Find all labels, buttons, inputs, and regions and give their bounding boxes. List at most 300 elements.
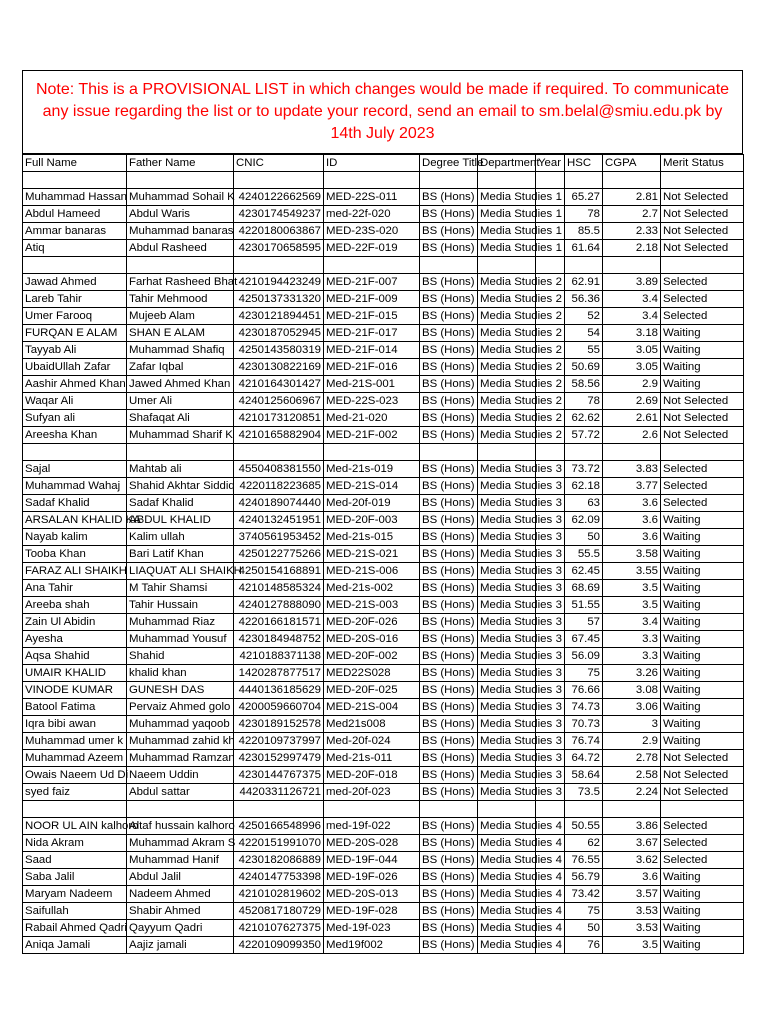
cell-degree-title: BS (Hons) bbox=[420, 563, 478, 580]
cell-degree-title: BS (Hons) bbox=[420, 580, 478, 597]
cell-father-name: Shahid bbox=[127, 648, 234, 665]
cell-degree-title: BS (Hons) bbox=[420, 716, 478, 733]
cell-full-name: NOOR UL AIN kalhoro bbox=[23, 818, 127, 835]
cell-hsc: 73.72 bbox=[565, 461, 603, 478]
cell-department: Media Studies bbox=[478, 818, 536, 835]
cell-father-name: ABDUL KHALID bbox=[127, 512, 234, 529]
cell-cgpa: 2.7 bbox=[603, 206, 661, 223]
cell-merit-status: Selected bbox=[661, 308, 744, 325]
cell-cnic: 4210165882904 bbox=[234, 427, 324, 444]
cell-department: Media Studies bbox=[478, 478, 536, 495]
cell-full-name: ARSALAN KHALID KA bbox=[23, 512, 127, 529]
cell-merit-status: Waiting bbox=[661, 342, 744, 359]
cell-degree-title: BS (Hons) bbox=[420, 886, 478, 903]
blank-row bbox=[23, 444, 744, 461]
table-row bbox=[23, 206, 744, 223]
cell-id: MED-21F-017 bbox=[324, 325, 420, 342]
cell-department: Media Studies bbox=[478, 495, 536, 512]
table-row bbox=[23, 767, 744, 784]
cell-cnic: 4210148585324 bbox=[234, 580, 324, 597]
cell-hsc: 50.55 bbox=[565, 818, 603, 835]
cell-cnic: 4210107627375 bbox=[234, 920, 324, 937]
cell-hsc: 55 bbox=[565, 342, 603, 359]
cell-department: Media Studies bbox=[478, 580, 536, 597]
cell-cgpa: 2.33 bbox=[603, 223, 661, 240]
cell-merit-status: Not Selected bbox=[661, 784, 744, 801]
cell-full-name: Ana Tahir bbox=[23, 580, 127, 597]
cell-father-name: Bari Latif Khan bbox=[127, 546, 234, 563]
table-row bbox=[23, 886, 744, 903]
table-row bbox=[23, 461, 744, 478]
cell-year: 4 bbox=[536, 818, 565, 835]
cell-father-name: Muhammad yaqoob bbox=[127, 716, 234, 733]
table-row bbox=[23, 376, 744, 393]
cell-id: med-19f-022 bbox=[324, 818, 420, 835]
cell-degree-title: BS (Hons) bbox=[420, 767, 478, 784]
cell-year: 3 bbox=[536, 478, 565, 495]
cell-degree-title: BS (Hons) bbox=[420, 869, 478, 886]
cell-hsc: 62.45 bbox=[565, 563, 603, 580]
cell-cgpa: 3.6 bbox=[603, 529, 661, 546]
cell-merit-status: Waiting bbox=[661, 529, 744, 546]
table-row bbox=[23, 427, 744, 444]
cell-id: MED-22S-023 bbox=[324, 393, 420, 410]
cell-full-name: Muhammad umer k bbox=[23, 733, 127, 750]
cell-cgpa: 2.58 bbox=[603, 767, 661, 784]
cell-id: Med-21S-001 bbox=[324, 376, 420, 393]
cell-full-name: Sadaf Khalid bbox=[23, 495, 127, 512]
blank-cell bbox=[478, 444, 536, 461]
cell-year: 2 bbox=[536, 393, 565, 410]
table-row bbox=[23, 665, 744, 682]
cell-cgpa: 3.4 bbox=[603, 291, 661, 308]
table-row bbox=[23, 223, 744, 240]
cell-father-name: Muhammad Ramzan bbox=[127, 750, 234, 767]
blank-row bbox=[23, 801, 744, 818]
cell-hsc: 68.69 bbox=[565, 580, 603, 597]
cell-year: 3 bbox=[536, 529, 565, 546]
cell-father-name: Pervaiz Ahmed golo bbox=[127, 699, 234, 716]
header-row bbox=[23, 155, 744, 172]
cell-full-name: Abdul Hameed bbox=[23, 206, 127, 223]
cell-cgpa: 2.6 bbox=[603, 427, 661, 444]
table-row bbox=[23, 699, 744, 716]
cell-father-name: Naeem Uddin bbox=[127, 767, 234, 784]
cell-father-name: Qayyum Qadri bbox=[127, 920, 234, 937]
cell-department: Media Studies bbox=[478, 563, 536, 580]
cell-hsc: 50 bbox=[565, 920, 603, 937]
cell-id: MED-20S-028 bbox=[324, 835, 420, 852]
table-row bbox=[23, 869, 744, 886]
spreadsheet bbox=[22, 70, 743, 954]
cell-cnic: 4240132451951 bbox=[234, 512, 324, 529]
cell-merit-status: Waiting bbox=[661, 903, 744, 920]
cell-full-name: Waqar Ali bbox=[23, 393, 127, 410]
cell-hsc: 50 bbox=[565, 529, 603, 546]
cell-hsc: 73.5 bbox=[565, 784, 603, 801]
table-row bbox=[23, 597, 744, 614]
table-row bbox=[23, 852, 744, 869]
cell-father-name: Muhammad Sohail K bbox=[127, 189, 234, 206]
cell-full-name: Batool Fatima bbox=[23, 699, 127, 716]
cell-hsc: 62.62 bbox=[565, 410, 603, 427]
cell-degree-title: BS (Hons) bbox=[420, 189, 478, 206]
cell-degree-title: BS (Hons) bbox=[420, 376, 478, 393]
cell-degree-title: BS (Hons) bbox=[420, 903, 478, 920]
cell-cnic: 4250122775266 bbox=[234, 546, 324, 563]
cell-year: 3 bbox=[536, 512, 565, 529]
cell-degree-title: BS (Hons) bbox=[420, 835, 478, 852]
cell-id: Med-21s-015 bbox=[324, 529, 420, 546]
cell-merit-status: Selected bbox=[661, 461, 744, 478]
cell-cgpa: 3.05 bbox=[603, 342, 661, 359]
cell-degree-title: BS (Hons) bbox=[420, 529, 478, 546]
cell-cnic: 4250154168891 bbox=[234, 563, 324, 580]
cell-degree-title: BS (Hons) bbox=[420, 359, 478, 376]
cell-father-name: Mahtab ali bbox=[127, 461, 234, 478]
cell-merit-status: Waiting bbox=[661, 580, 744, 597]
merit-table bbox=[22, 154, 744, 954]
cell-full-name: Saifullah bbox=[23, 903, 127, 920]
blank-cell bbox=[234, 172, 324, 189]
cell-department: Media Studies bbox=[478, 189, 536, 206]
cell-year: 3 bbox=[536, 733, 565, 750]
cell-cnic: 4240189074440 bbox=[234, 495, 324, 512]
cell-id: med-22f-020 bbox=[324, 206, 420, 223]
blank-cell bbox=[324, 444, 420, 461]
cell-id: MED-19F-026 bbox=[324, 869, 420, 886]
cell-full-name: Lareb Tahir bbox=[23, 291, 127, 308]
cell-full-name: Maryam Nadeem bbox=[23, 886, 127, 903]
cell-hsc: 75 bbox=[565, 665, 603, 682]
cell-id: MED-21S-014 bbox=[324, 478, 420, 495]
cell-year: 3 bbox=[536, 631, 565, 648]
cell-merit-status: Selected bbox=[661, 495, 744, 512]
cell-full-name: Jawad Ahmed bbox=[23, 274, 127, 291]
cell-merit-status: Not Selected bbox=[661, 189, 744, 206]
cell-department: Media Studies bbox=[478, 665, 536, 682]
cell-id: MED-20S-013 bbox=[324, 886, 420, 903]
cell-degree-title: BS (Hons) bbox=[420, 750, 478, 767]
blank-row bbox=[23, 172, 744, 189]
blank-cell bbox=[661, 801, 744, 818]
cell-merit-status: Selected bbox=[661, 818, 744, 835]
cell-cnic: 4220180063867 bbox=[234, 223, 324, 240]
cell-father-name: Shahid Akhtar Siddiq bbox=[127, 478, 234, 495]
cell-father-name: Abdul Waris bbox=[127, 206, 234, 223]
cell-cnic: 4230121894451 bbox=[234, 308, 324, 325]
cell-father-name: Jawed Ahmed Khan bbox=[127, 376, 234, 393]
cell-department: Media Studies bbox=[478, 410, 536, 427]
table-row bbox=[23, 512, 744, 529]
cell-merit-status: Selected bbox=[661, 274, 744, 291]
cell-id: Med-19f-023 bbox=[324, 920, 420, 937]
cell-merit-status: Waiting bbox=[661, 325, 744, 342]
cell-degree-title: BS (Hons) bbox=[420, 920, 478, 937]
blank-cell bbox=[324, 801, 420, 818]
cell-hsc: 78 bbox=[565, 206, 603, 223]
cell-degree-title: BS (Hons) bbox=[420, 325, 478, 342]
cell-father-name: Sadaf Khalid bbox=[127, 495, 234, 512]
cell-degree-title: BS (Hons) bbox=[420, 852, 478, 869]
cell-year: 3 bbox=[536, 750, 565, 767]
blank-cell bbox=[127, 257, 234, 274]
cell-cgpa: 3.3 bbox=[603, 631, 661, 648]
table-row bbox=[23, 648, 744, 665]
cell-cnic: 4230174549237 bbox=[234, 206, 324, 223]
cell-hsc: 51.55 bbox=[565, 597, 603, 614]
cell-father-name: Muhammad Shafiq bbox=[127, 342, 234, 359]
cell-cgpa: 3.62 bbox=[603, 852, 661, 869]
table-row bbox=[23, 291, 744, 308]
cell-id: Med21s008 bbox=[324, 716, 420, 733]
blank-cell bbox=[565, 172, 603, 189]
cell-degree-title: BS (Hons) bbox=[420, 240, 478, 257]
cell-merit-status: Waiting bbox=[661, 631, 744, 648]
cell-id: MED-20F-002 bbox=[324, 648, 420, 665]
cell-cnic: 4230182086889 bbox=[234, 852, 324, 869]
cell-department: Media Studies bbox=[478, 835, 536, 852]
cell-father-name: Abdul Rasheed bbox=[127, 240, 234, 257]
table-row bbox=[23, 818, 744, 835]
cell-full-name: Areesha Khan bbox=[23, 427, 127, 444]
table-row bbox=[23, 835, 744, 852]
cell-merit-status: Not Selected bbox=[661, 410, 744, 427]
cell-cnic: 4420331126721 bbox=[234, 784, 324, 801]
cell-degree-title: BS (Hons) bbox=[420, 393, 478, 410]
cell-year: 3 bbox=[536, 614, 565, 631]
cell-merit-status: Not Selected bbox=[661, 393, 744, 410]
cell-cnic: 4230152997479 bbox=[234, 750, 324, 767]
cell-cgpa: 3.3 bbox=[603, 648, 661, 665]
cell-cnic: 4220109737997 bbox=[234, 733, 324, 750]
cell-cnic: 4240127888090 bbox=[234, 597, 324, 614]
cell-cgpa: 2.24 bbox=[603, 784, 661, 801]
cell-year: 2 bbox=[536, 359, 565, 376]
cell-department: Media Studies bbox=[478, 937, 536, 954]
header-id: ID bbox=[324, 155, 420, 172]
cell-degree-title: BS (Hons) bbox=[420, 631, 478, 648]
cell-hsc: 62.09 bbox=[565, 512, 603, 529]
cell-id: MED-21S-003 bbox=[324, 597, 420, 614]
cell-cgpa: 3.5 bbox=[603, 937, 661, 954]
cell-cnic: 4210188371138 bbox=[234, 648, 324, 665]
blank-cell bbox=[478, 172, 536, 189]
table-row bbox=[23, 189, 744, 206]
table-row bbox=[23, 614, 744, 631]
cell-hsc: 64.72 bbox=[565, 750, 603, 767]
table-row bbox=[23, 580, 744, 597]
cell-cnic: 4220118223685 bbox=[234, 478, 324, 495]
cell-id: MED-21S-004 bbox=[324, 699, 420, 716]
cell-merit-status: Waiting bbox=[661, 920, 744, 937]
cell-year: 4 bbox=[536, 852, 565, 869]
cell-father-name: Umer Ali bbox=[127, 393, 234, 410]
blank-cell bbox=[234, 801, 324, 818]
blank-cell bbox=[661, 257, 744, 274]
cell-id: MED-21F-014 bbox=[324, 342, 420, 359]
blank-cell bbox=[420, 172, 478, 189]
cell-hsc: 65.27 bbox=[565, 189, 603, 206]
cell-year: 2 bbox=[536, 342, 565, 359]
cell-full-name: Ammar banaras bbox=[23, 223, 127, 240]
cell-hsc: 62.18 bbox=[565, 478, 603, 495]
cell-cnic: 4210102819602 bbox=[234, 886, 324, 903]
cell-cnic: 4210164301427 bbox=[234, 376, 324, 393]
cell-father-name: Muhammad banaras bbox=[127, 223, 234, 240]
table-row bbox=[23, 682, 744, 699]
table-row bbox=[23, 903, 744, 920]
table-row bbox=[23, 359, 744, 376]
cell-hsc: 57 bbox=[565, 614, 603, 631]
cell-cgpa: 2.61 bbox=[603, 410, 661, 427]
cell-year: 4 bbox=[536, 835, 565, 852]
cell-cnic: 4210194423249 bbox=[234, 274, 324, 291]
cell-cnic: 4200059660704 bbox=[234, 699, 324, 716]
cell-cnic: 4230187052945 bbox=[234, 325, 324, 342]
blank-cell bbox=[420, 257, 478, 274]
cell-hsc: 75 bbox=[565, 903, 603, 920]
cell-father-name: Aajiz jamali bbox=[127, 937, 234, 954]
cell-cgpa: 3.5 bbox=[603, 597, 661, 614]
table-row bbox=[23, 920, 744, 937]
cell-hsc: 76 bbox=[565, 937, 603, 954]
cell-cnic: 4240147753398 bbox=[234, 869, 324, 886]
cell-father-name: Tahir Hussain bbox=[127, 597, 234, 614]
blank-cell bbox=[478, 801, 536, 818]
blank-cell bbox=[603, 172, 661, 189]
cell-hsc: 63 bbox=[565, 495, 603, 512]
cell-father-name: Muhammad Hanif bbox=[127, 852, 234, 869]
cell-hsc: 50.69 bbox=[565, 359, 603, 376]
cell-hsc: 73.42 bbox=[565, 886, 603, 903]
table-row bbox=[23, 784, 744, 801]
cell-department: Media Studies bbox=[478, 767, 536, 784]
cell-merit-status: Not Selected bbox=[661, 240, 744, 257]
cell-year: 4 bbox=[536, 869, 565, 886]
blank-row bbox=[23, 257, 744, 274]
cell-cgpa: 3.67 bbox=[603, 835, 661, 852]
cell-full-name: Rabail Ahmed Qadri bbox=[23, 920, 127, 937]
cell-hsc: 55.5 bbox=[565, 546, 603, 563]
cell-cnic: 1420287877517 bbox=[234, 665, 324, 682]
cell-hsc: 56.36 bbox=[565, 291, 603, 308]
cell-father-name: Abdul Jalil bbox=[127, 869, 234, 886]
blank-cell bbox=[23, 444, 127, 461]
cell-merit-status: Waiting bbox=[661, 716, 744, 733]
cell-degree-title: BS (Hons) bbox=[420, 478, 478, 495]
blank-cell bbox=[565, 444, 603, 461]
cell-cnic: 4440136185629 bbox=[234, 682, 324, 699]
cell-department: Media Studies bbox=[478, 631, 536, 648]
cell-full-name: Areeba shah bbox=[23, 597, 127, 614]
cell-id: Med-21s-002 bbox=[324, 580, 420, 597]
cell-father-name: Shabir Ahmed bbox=[127, 903, 234, 920]
header-cnic: CNIC bbox=[234, 155, 324, 172]
cell-id: MED-20F-026 bbox=[324, 614, 420, 631]
blank-cell bbox=[661, 172, 744, 189]
blank-cell bbox=[536, 172, 565, 189]
cell-full-name: Aqsa Shahid bbox=[23, 648, 127, 665]
cell-father-name: Muhammad Sharif K bbox=[127, 427, 234, 444]
blank-cell bbox=[565, 257, 603, 274]
cell-id: MED-21F-002 bbox=[324, 427, 420, 444]
blank-cell bbox=[23, 257, 127, 274]
table-row bbox=[23, 342, 744, 359]
cell-cgpa: 3.06 bbox=[603, 699, 661, 716]
cell-hsc: 57.72 bbox=[565, 427, 603, 444]
cell-degree-title: BS (Hons) bbox=[420, 308, 478, 325]
cell-id: MED-21S-006 bbox=[324, 563, 420, 580]
cell-merit-status: Not Selected bbox=[661, 750, 744, 767]
cell-department: Media Studies bbox=[478, 461, 536, 478]
cell-department: Media Studies bbox=[478, 682, 536, 699]
cell-id: med-20f-023 bbox=[324, 784, 420, 801]
cell-department: Media Studies bbox=[478, 733, 536, 750]
cell-cnic: 4550408381550 bbox=[234, 461, 324, 478]
cell-degree-title: BS (Hons) bbox=[420, 937, 478, 954]
cell-hsc: 62 bbox=[565, 835, 603, 852]
cell-cgpa: 2.9 bbox=[603, 733, 661, 750]
cell-year: 1 bbox=[536, 206, 565, 223]
cell-year: 4 bbox=[536, 920, 565, 937]
cell-id: MED-19F-028 bbox=[324, 903, 420, 920]
cell-year: 4 bbox=[536, 903, 565, 920]
cell-department: Media Studies bbox=[478, 223, 536, 240]
cell-full-name: Aashir Ahmed Khan bbox=[23, 376, 127, 393]
cell-cgpa: 3 bbox=[603, 716, 661, 733]
cell-degree-title: BS (Hons) bbox=[420, 733, 478, 750]
cell-department: Media Studies bbox=[478, 291, 536, 308]
cell-department: Media Studies bbox=[478, 342, 536, 359]
cell-hsc: 62.91 bbox=[565, 274, 603, 291]
blank-cell bbox=[127, 172, 234, 189]
cell-year: 4 bbox=[536, 937, 565, 954]
cell-hsc: 58.64 bbox=[565, 767, 603, 784]
table-row bbox=[23, 410, 744, 427]
cell-year: 2 bbox=[536, 410, 565, 427]
blank-cell bbox=[127, 801, 234, 818]
cell-hsc: 56.79 bbox=[565, 869, 603, 886]
cell-merit-status: Waiting bbox=[661, 512, 744, 529]
cell-year: 3 bbox=[536, 682, 565, 699]
cell-merit-status: Not Selected bbox=[661, 206, 744, 223]
cell-degree-title: BS (Hons) bbox=[420, 291, 478, 308]
cell-degree-title: BS (Hons) bbox=[420, 546, 478, 563]
cell-full-name: Muhammad Hassan bbox=[23, 189, 127, 206]
cell-cgpa: 3.08 bbox=[603, 682, 661, 699]
cell-father-name: M Tahir Shamsi bbox=[127, 580, 234, 597]
cell-full-name: Iqra bibi awan bbox=[23, 716, 127, 733]
cell-year: 3 bbox=[536, 563, 565, 580]
table-row bbox=[23, 325, 744, 342]
cell-father-name: khalid khan bbox=[127, 665, 234, 682]
header-full-name: Full Name bbox=[23, 155, 127, 172]
cell-degree-title: BS (Hons) bbox=[420, 784, 478, 801]
cell-department: Media Studies bbox=[478, 597, 536, 614]
cell-hsc: 74.73 bbox=[565, 699, 603, 716]
cell-full-name: Sufyan ali bbox=[23, 410, 127, 427]
cell-cgpa: 3.4 bbox=[603, 308, 661, 325]
cell-department: Media Studies bbox=[478, 206, 536, 223]
cell-department: Media Studies bbox=[478, 699, 536, 716]
cell-father-name: Mujeeb Alam bbox=[127, 308, 234, 325]
cell-father-name: SHAN E ALAM bbox=[127, 325, 234, 342]
cell-hsc: 56.09 bbox=[565, 648, 603, 665]
cell-cnic: 4520817180729 bbox=[234, 903, 324, 920]
cell-id: Med19f002 bbox=[324, 937, 420, 954]
blank-cell bbox=[536, 257, 565, 274]
